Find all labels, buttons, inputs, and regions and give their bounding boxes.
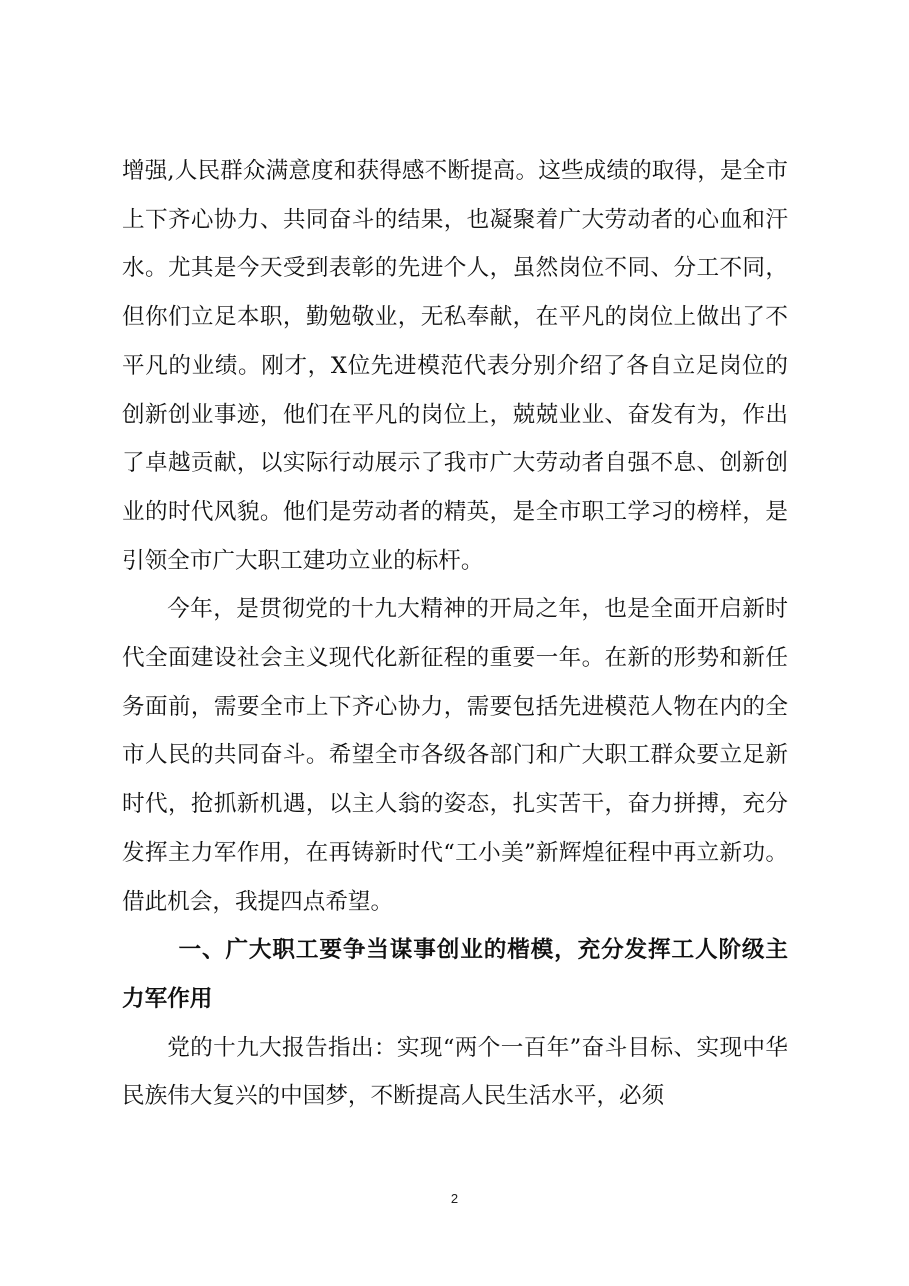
document-body bbox=[122, 147, 788, 1121]
section-heading: 一、广大职工要争当谋事创业的楷模，充分发挥工人阶级主力军作用 bbox=[122, 937, 788, 1012]
page-number: 2 bbox=[450, 1191, 459, 1206]
paragraph: 党的十九大报告指出：实现“两个一百年”奋斗目标、实现中华民族伟大复兴的中国梦，不断提高人民生活水平，必须 bbox=[122, 1034, 788, 1110]
paragraph: 今年，是贯彻党的十九大精神的开局之年，也是全面开启新时代全面建设社会主义现代化新征程的重要一年。在新的形势和新任务面前，需要全市上下齐心协力，需要包括先进模范人物在内的全市人民的共同奋斗。希望全市各级各部门和广大职工群众要立足新时代，抢抓新机遇，以主人翁的姿态，扎实苦干，奋力拼搏，充分发挥主力军作用，在再铸新时代“工小美”新辉煌征程中再立新功。借此机会，我提四点希望。 bbox=[122, 596, 788, 915]
paragraph-continued: 增强,人民群众满意度和获得感不断提高。这些成绩的取得，是全市上下齐心协力、共同奋斗的结果，也凝聚着广大劳动者的心血和汗水。尤其是今天受到表彰的先进个人，虽然岗位不同、分工不同，但你们立足本职，勤勉敬业，无私奉献，在平凡的岗位上做出了不平凡的业绩。刚才，X位先进模范代表分别介绍了各自立足岗位的创新创业事迹，他们在平凡的岗位上，兢兢业业、奋发有为，作出了卓越贡献，以实际行动展示了我市广大劳动者自强不息、创新创业的时代风貌。他们是劳动者的精英，是全市职工学习的榜样，是引领全市广大职工建功立业的标杆。 bbox=[122, 158, 788, 574]
